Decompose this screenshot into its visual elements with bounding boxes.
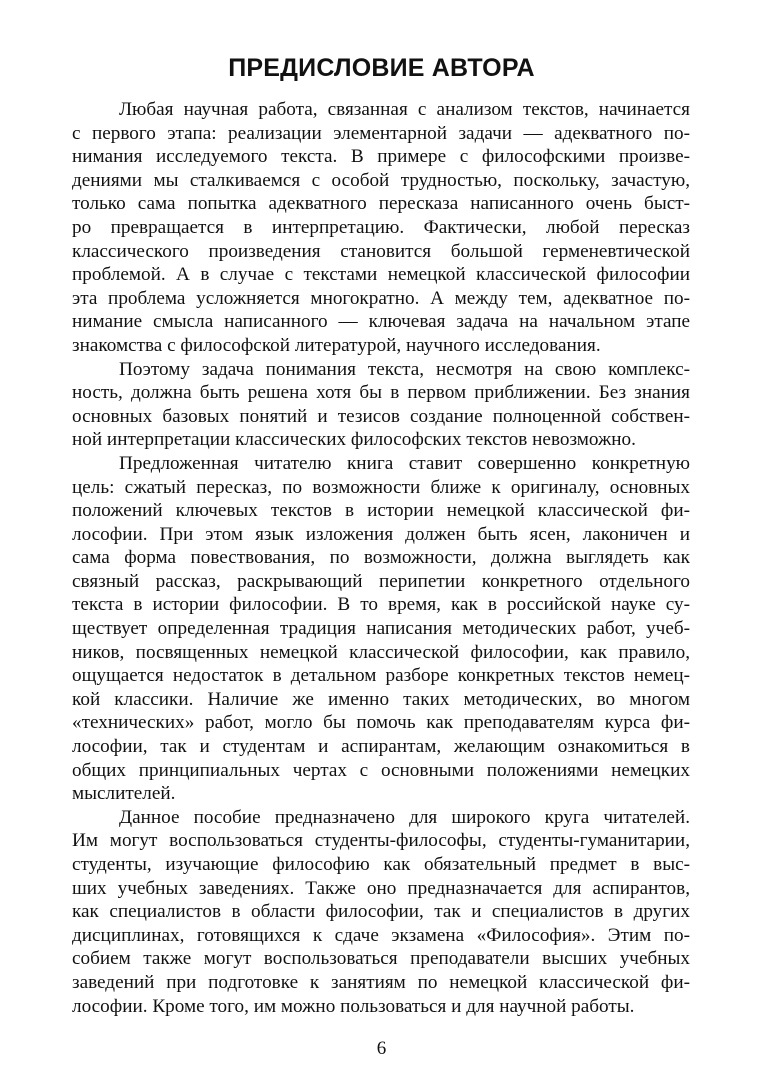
text-line: ществует определенная традиция написания методических работ, учеб- bbox=[72, 618, 690, 640]
text-line: дисциплинах, готовящихся к сдаче экзамена «Философия». Этим по- bbox=[72, 924, 690, 946]
text-line: ших учебных заведениях. Также оно предназначается для аспирантов, bbox=[72, 877, 690, 899]
paragraph bbox=[72, 98, 690, 358]
text-line: как специалистов в области философии, так и специалистов в других bbox=[72, 901, 690, 923]
text-line: Поэтому задача понимания текста, несмотря на свою комплекс- bbox=[119, 358, 690, 380]
page-number: 6 bbox=[376, 1038, 387, 1059]
text-line: общих принципиальных чертах с основными положениями немецких bbox=[72, 759, 690, 781]
text-line: знакомства с философской литературой, научного исследования. bbox=[72, 334, 601, 356]
text-line: эта проблема усложняется многократно. А между тем, адекватное по- bbox=[72, 287, 690, 309]
text-line: положений ключевых текстов в истории немецкой классической фи- bbox=[72, 500, 690, 522]
text-line: дениями мы сталкиваемся с особой трудностью, поскольку, зачастую, bbox=[72, 169, 690, 191]
page-title: ПРЕДИСЛОВИЕ АВТОРА bbox=[228, 54, 535, 82]
paragraph bbox=[72, 452, 690, 806]
text-line: студенты, изучающие философию как обязательный предмет в выс- bbox=[72, 854, 690, 875]
text-line: с первого этапа: реализации элементарной задачи — адекватного по- bbox=[72, 122, 690, 144]
text-line: проблемой. А в случае с текстами немецкой классической философии bbox=[72, 264, 690, 286]
text-line: ников, посвященных немецкой классической философии, как правило, bbox=[72, 641, 690, 663]
text-line: ность, должна быть решена хотя бы в первом приближении. Без знания bbox=[72, 382, 690, 404]
text-line: кой классики. Наличие же именно таких методических, во многом bbox=[72, 688, 690, 710]
document-body bbox=[72, 98, 690, 1018]
text-line: текста в истории философии. В то время, как в российской науке су- bbox=[72, 594, 690, 616]
text-line: ро превращается в интерпретацию. Фактически, любой пересказ bbox=[72, 216, 690, 238]
text-line: связный рассказ, раскрывающий перипетии конкретного отдельного bbox=[72, 570, 690, 592]
text-line: Предложенная читателю книга ставит совершенно конкретную bbox=[119, 452, 690, 474]
text-line: мыслителей. bbox=[72, 783, 176, 805]
text-line: только сама попытка адекватного пересказа написанного очень быст- bbox=[72, 193, 690, 215]
text-line: лософии. Кроме того, им можно пользоваться и для научной работы. bbox=[72, 995, 635, 1017]
text-line: сама форма повествования, по возможности, должна выглядеть как bbox=[72, 547, 690, 569]
paragraph bbox=[72, 358, 690, 452]
text-line: собием также могут воспользоваться преподаватели высших учебных bbox=[72, 948, 690, 970]
text-line: «технических» работ, могло бы помочь как преподавателям курса фи- bbox=[72, 712, 690, 734]
text-line: заведений при подготовке к занятиям по немецкой классической фи- bbox=[72, 971, 690, 993]
paragraph bbox=[72, 806, 690, 1018]
text-line: лософии, так и студентам и аспирантам, желающим ознакомиться в bbox=[72, 736, 690, 758]
text-line: лософии. При этом язык изложения должен быть ясен, лаконичен и bbox=[72, 523, 690, 545]
text-line: нимания исследуемого текста. В примере с философскими произве- bbox=[72, 146, 690, 168]
text-line: Им могут воспользоваться студенты-философы, студенты-гуманитарии, bbox=[72, 830, 690, 852]
text-line: основных базовых понятий и тезисов создание полноценной собствен- bbox=[72, 405, 690, 427]
text-line: Любая научная работа, связанная с анализом текстов, начинается bbox=[119, 99, 690, 120]
text-line: классического произведения становится большой герменевтической bbox=[72, 240, 690, 262]
text-line: цель: сжатый пересказ, по возможности ближе к оригиналу, основных bbox=[72, 476, 690, 498]
text-line: ощущается недостаток в детальном разборе конкретных текстов немец- bbox=[72, 665, 690, 687]
text-line: нимание смысла написанного — ключевая задача на начальном этапе bbox=[72, 311, 690, 333]
text-line: ной интерпретации классических философских текстов невозможно. bbox=[72, 429, 636, 451]
text-line: Данное пособие предназначено для широкого круга читателей. bbox=[119, 806, 690, 828]
